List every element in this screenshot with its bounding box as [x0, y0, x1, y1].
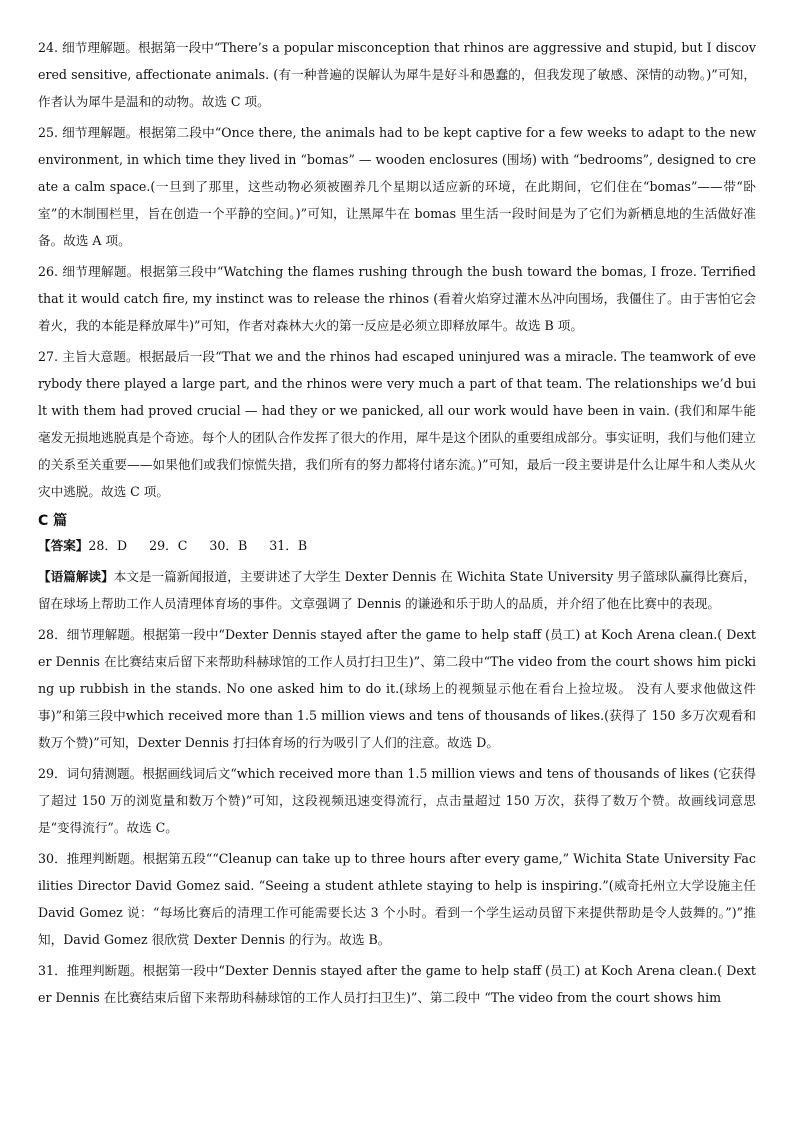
- analysis-text: 本文是一篇新闻报道，主要讲述了大学生 Dexter Dennis 在 Wichita State University 男子篮球队赢得比赛后，留在球场上帮助工作人员清理体育场的事件。文章强调了 Dennis 的谦逊和乐于助人的品质，并介绍了他在比赛中的表现。: [38, 569, 757, 611]
- q31-explanation: 31．推理判断题。根据第一段中“Dexter Dennis stayed after the game to help staff (员工) at Koch Arena clean.( Dexter Dennis 在比赛结束后留下来帮助科赫球馆的工作人员打扫卫生)”、第二段中 “The video from the court shows him: [38, 963, 756, 1005]
- q26-explanation: 26. 细节理解题。根据第三段中“Watching the flames rushing through the bush toward the bomas, I froze. Terrified that it would catch fire, my instinct was to release the rhinos (看着火焰穿过灌木丛冲向围场，我僵住了。由于害怕它会着火，我的本能是释放犀牛)”可知，作者对森林大火的第一反应是必须立即释放犀牛。故选 B 项。: [38, 264, 756, 333]
- passage-analysis: [38, 563, 756, 617]
- section-c-answers: [38, 535, 756, 557]
- document-page: [38, 34, 756, 1015]
- q27-explanation: 27. 主旨大意题。根据最后一段“That we and the rhinos had escaped uninjured was a miracle. The teamwork of everybody there played a large part, and the rhinos were very much a part of that team. The relationships we’d built with them had proved crucial — had they or we panicked, all our work would have been in vain. (我们和犀牛能毫发无损地逃脱真是个奇迹。每个人的团队合作发挥了很大的作用，犀牛是这个团队的重要组成部分。事实证明，我们与他们建立的关系至关重要——如果他们或我们惊慌失措，我们所有的努力都将付诸东流。)”可知，最后一段主要讲是什么让犀牛和人类从火灾中逃脱。故选 C 项。: [38, 349, 756, 499]
- answer-28: 28．D: [88, 538, 128, 553]
- q24-explanation: 24. 细节理解题。根据第一段中“There’s a popular misconception that rhinos are aggressive and stupid, but I discovered sensitive, affectionate animals. (有一种普遍的误解认为犀牛是好斗和愚蠢的，但我发现了敏感、深情的动物。)”可知，作者认为犀牛是温和的动物。故选 C 项。: [38, 40, 756, 109]
- section-c-title: C 篇: [38, 513, 68, 529]
- analysis-tag: 【语篇解读】: [38, 569, 114, 584]
- q25-explanation: 25. 细节理解题。根据第二段中“Once there, the animals had to be kept captive for a few weeks to adapt to the new environment, in which time they lived in “bomas” — wooden enclosures (围场) with “bedrooms”, designed to create a calm space.(一旦到了那里，这些动物必须被圈养几个星期以适应新的环境，在此期间，它们住在“bomas”——带“卧室”的木制围栏里，旨在创造一个平静的空间。)”可知，让黑犀牛在 bomas 里生活一段时间是为了它们为新栖息地的生活做好准备。故选 A 项。: [38, 125, 756, 248]
- q29-explanation: 29．词句猜测题。根据画线词后文“which received more than 1.5 million views and tens of thousands of likes (它获得了超过 150 万的浏览量和数万个赞)”可知，这段视频迅速变得流行，点击量超过 150 万次，获得了数万个赞。故画线词意思是“变得流行”。故选 C。: [38, 766, 756, 835]
- answer-31: 31．B: [269, 538, 308, 553]
- q28-explanation: 28．细节理解题。根据第一段中“Dexter Dennis stayed after the game to help staff (员工) at Koch Arena clean.( Dexter Dennis 在比赛结束后留下来帮助科赫球馆的工作人员打扫卫生)”、第二段中“The video from the court shows him picking up rubbish in the stands. No one asked him to do it.(球场上的视频显示他在看台上捡垃圾。 没有人要求他做这件事)”和第三段中which received more than 1.5 million views and tens of thousands of likes.(获得了 150 多万次观看和数万个赞)”可知，Dexter Dennis 打扫体育场的行为吸引了人们的注意。故选 D。: [38, 627, 756, 750]
- answer-tag: 【答案】: [38, 538, 89, 553]
- answer-29: 29．C: [149, 538, 188, 553]
- answer-30: 30．B: [209, 538, 248, 553]
- q30-explanation: 30．推理判断题。根据第五段““Cleanup can take up to three hours after every game,” Wichita State University Facilities Director David Gomez said. “Seeing a student athlete staying to help is inspiring.”(威奇托州立大学设施主任 David Gomez 说：“每场比赛后的清理工作可能需要长达 3 个小时。看到一个学生运动员留下来提供帮助是令人鼓舞的。”)”推知，David Gomez 很欣赏 Dexter Dennis 的行为。故选 B。: [38, 851, 756, 947]
